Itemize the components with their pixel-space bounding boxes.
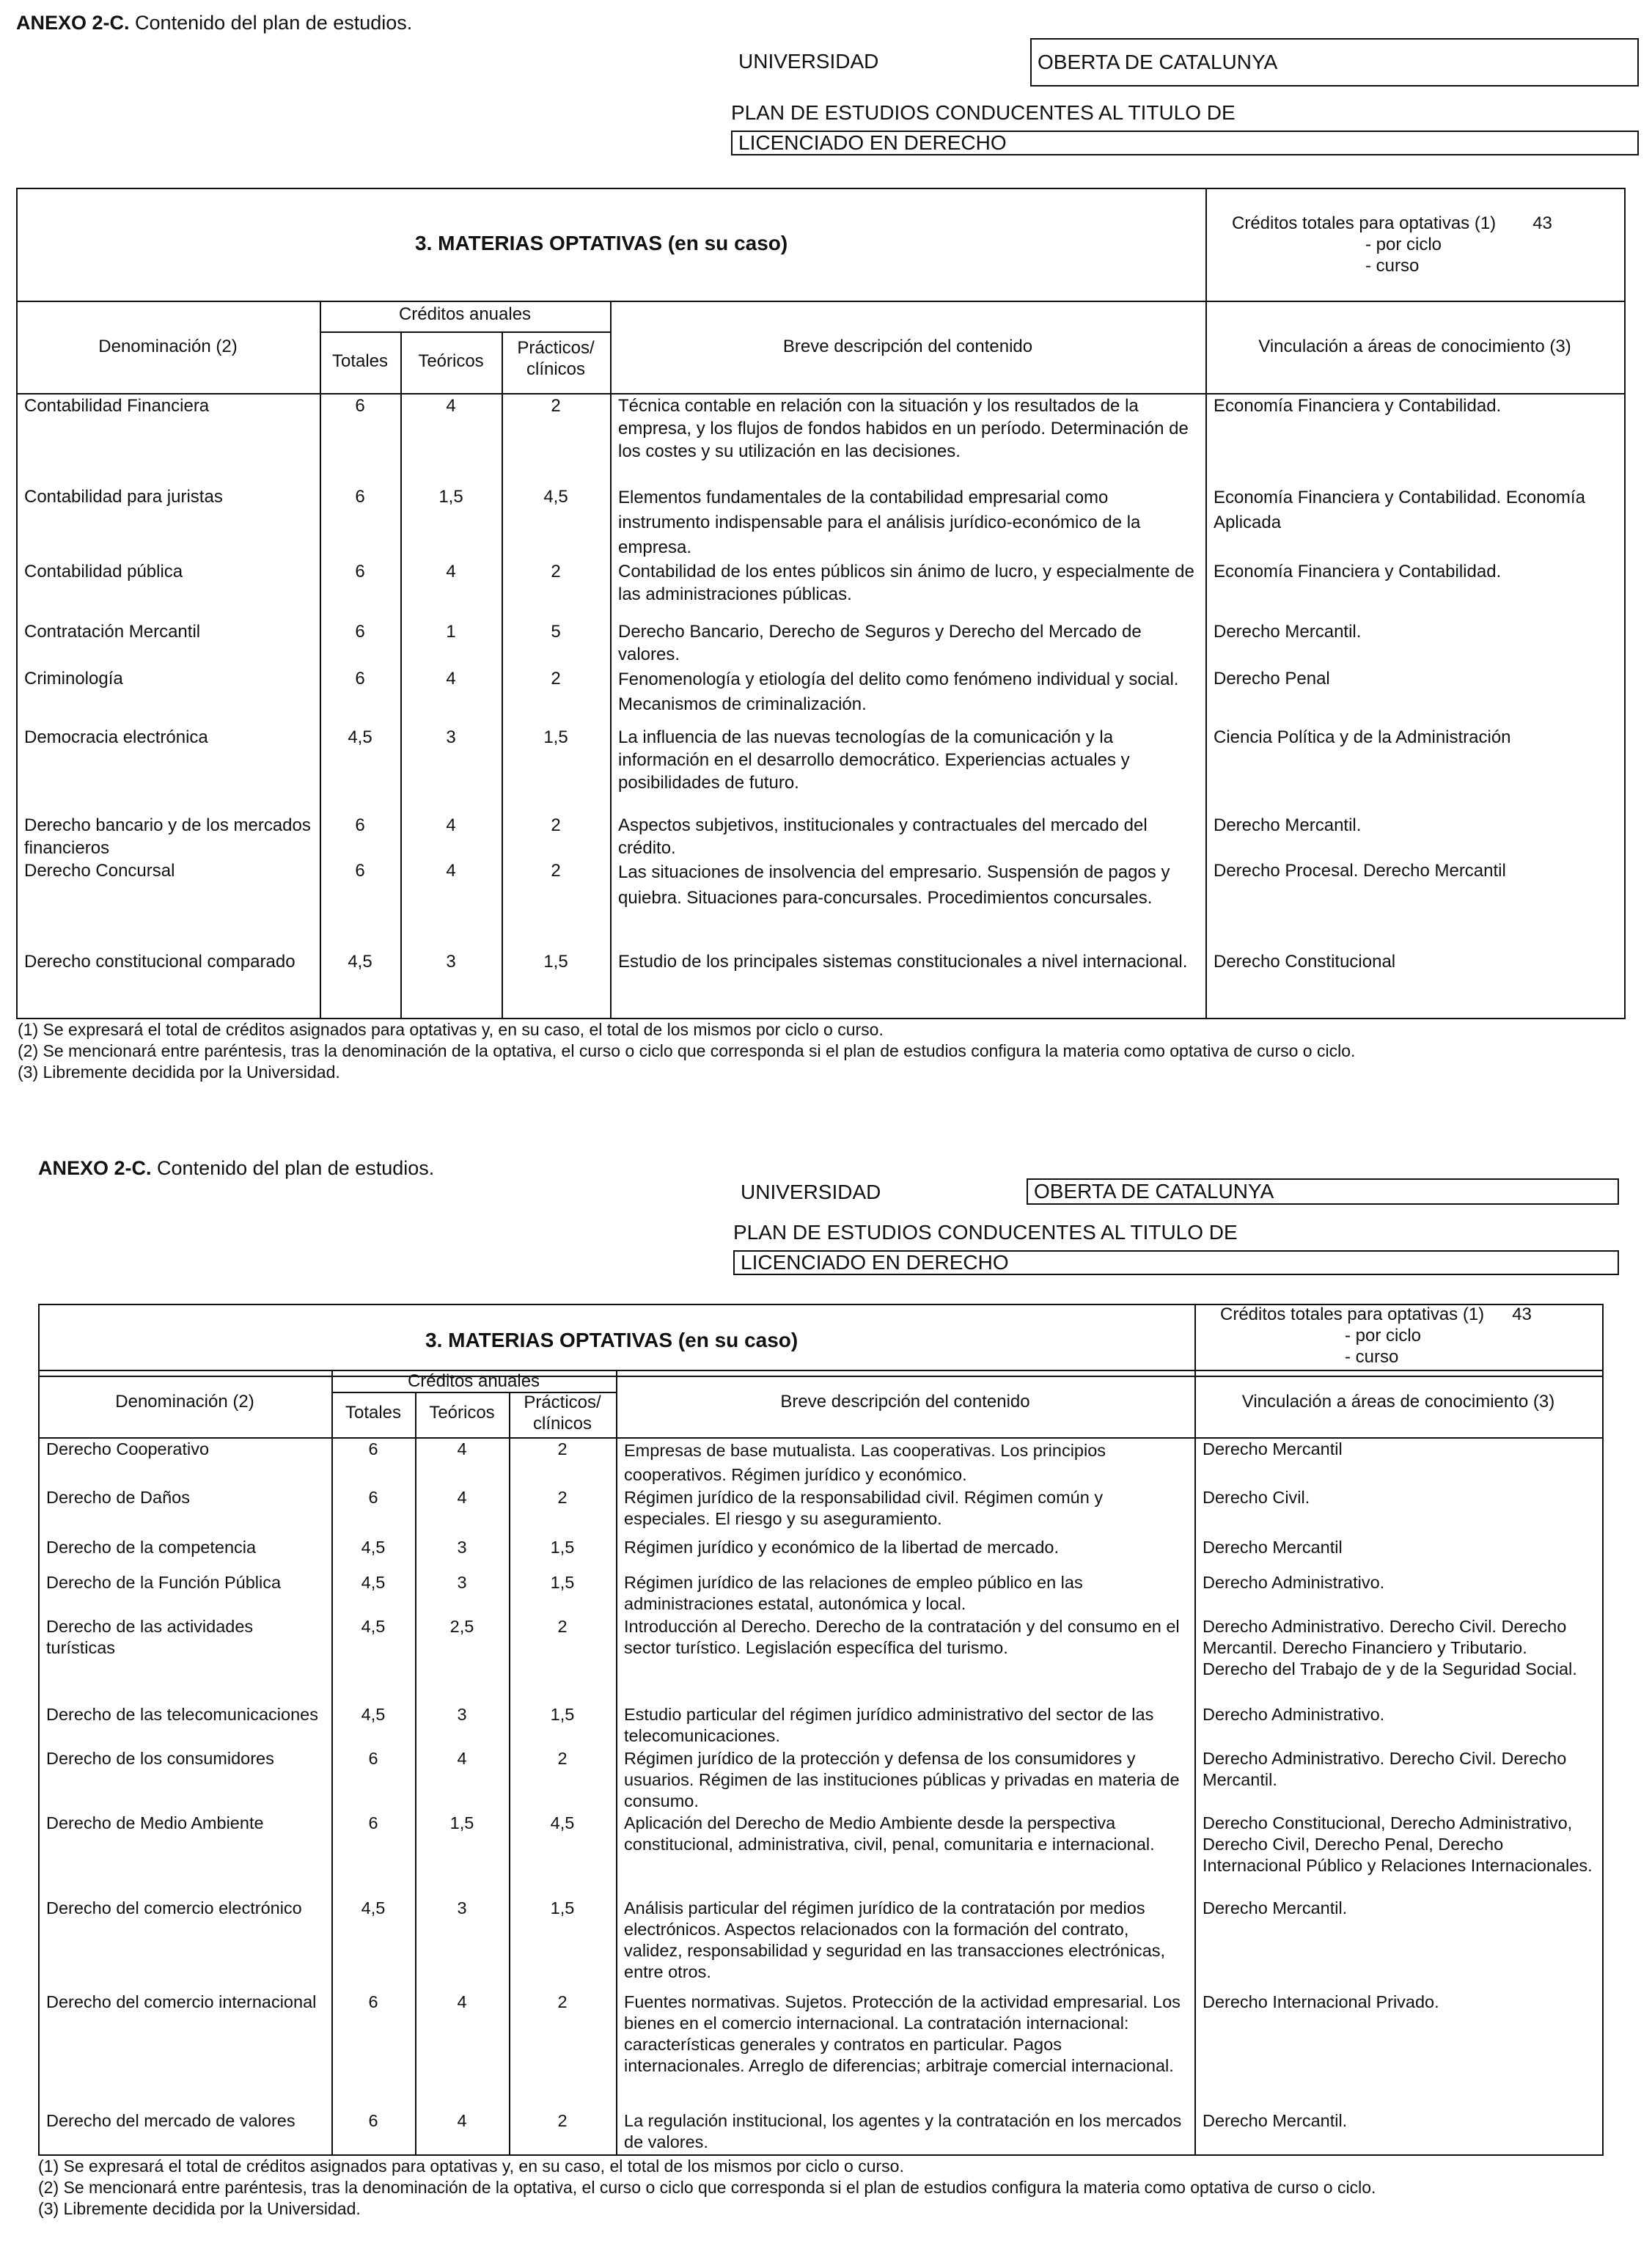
table-row — [38, 1704, 1604, 1748]
col-denominacion: Denominación (2) — [98, 337, 238, 356]
row-area: Derecho Mercantil. — [1203, 1898, 1348, 1917]
table-row — [16, 560, 1626, 620]
table-row — [38, 1537, 1604, 1572]
row-desc: Régimen jurídico y económico de la libertad de mercado. — [624, 1538, 1060, 1557]
row-area: Derecho Mercantil. — [1214, 622, 1362, 642]
section-title: 3. MATERIAS OPTATIVAS (en su caso) — [425, 1329, 799, 1351]
row-teoricos: 3 — [457, 1573, 467, 1592]
footnotes — [38, 2156, 1376, 2220]
table-row — [38, 1992, 1604, 2110]
row-totales: 4,5 — [361, 1617, 386, 1636]
universidad-label: UNIVERSIDAD — [741, 1181, 881, 1203]
universidad-value: OBERTA DE CATALUNYA — [1027, 1178, 1619, 1205]
row-practicos: 2 — [557, 1488, 568, 1507]
table-row — [38, 1898, 1604, 1992]
row-totales: 4,5 — [361, 1705, 386, 1724]
row-name: Democracia electrónica — [24, 727, 208, 747]
table-row — [16, 667, 1626, 726]
row-practicos: 1,5 — [550, 1573, 575, 1592]
row-desc: Análisis particular del régimen jurídico de la contratación por medios electrónicos. Aspectos relacionados con la formación del contrato, validez, responsabilidad y seguridad en las transacciones electrónicas, entre otros. — [624, 1898, 1166, 1981]
col-vinculacion: Vinculación a áreas de conocimiento (3) — [1241, 1392, 1555, 1412]
table-row — [16, 620, 1626, 667]
table-row — [38, 1748, 1604, 1813]
plan-label: PLAN DE ESTUDIOS CONDUCENTES AL TITULO DE — [733, 1221, 1238, 1244]
row-totales: 4,5 — [361, 1538, 386, 1557]
col-creditos-anuales: Créditos anuales — [398, 304, 532, 324]
table-row — [16, 859, 1626, 950]
row-practicos: 1,5 — [543, 952, 568, 972]
row-desc: La influencia de las nuevas tecnologías de la comunicación y la información en el desarrollo democrático. Experiencias actuales y posibilidades de futuro. — [618, 727, 1130, 793]
row-practicos: 1,5 — [550, 1705, 575, 1724]
row-name: Contabilidad Financiera — [24, 396, 210, 416]
credits-total-value: 43 — [1532, 213, 1552, 233]
row-teoricos: 4 — [457, 1439, 467, 1458]
row-totales: 6 — [355, 815, 365, 835]
footnote: (3) Libremente decidida por la Universidad. — [18, 1063, 340, 1082]
row-name: Derecho de la competencia — [46, 1538, 257, 1557]
credits-curso: - curso — [1345, 1347, 1399, 1367]
universidad-label: UNIVERSIDAD — [738, 50, 879, 73]
row-teoricos: 3 — [446, 952, 456, 972]
plan-value: LICENCIADO EN DERECHO — [731, 131, 1639, 155]
row-desc: Las situaciones de insolvencia del empresario. Suspensión de pagos y quiebra. Situaciones para-concursales. Procedimientos concursales. — [618, 862, 1170, 908]
row-teoricos: 3 — [457, 1898, 467, 1917]
row-name: Derecho del comercio electrónico — [46, 1898, 302, 1917]
row-practicos: 1,5 — [550, 1898, 575, 1917]
row-teoricos: 1,5 — [438, 487, 463, 507]
col-creditos-anuales: Créditos anuales — [407, 1371, 540, 1391]
row-name: Derecho del mercado de valores — [46, 2111, 295, 2130]
credits-ciclo: - por ciclo — [1365, 235, 1442, 254]
table-row — [16, 394, 1626, 485]
footnote: (1) Se expresará el total de créditos asignados para optativas y, en su caso, el total de los mismos por ciclo o curso. — [18, 1020, 884, 1039]
row-practicos: 2 — [551, 396, 561, 416]
row-desc: Régimen jurídico de las relaciones de empleo público en las administraciones estatal, autonómica y local. — [624, 1573, 1083, 1613]
row-practicos: 2 — [557, 1617, 568, 1636]
annex-label: ANEXO 2-C. — [38, 1157, 152, 1179]
row-practicos: 2 — [551, 861, 561, 881]
col-denominacion: Denominación (2) — [115, 1392, 254, 1412]
row-totales: 6 — [368, 1992, 378, 2011]
row-desc: Derecho Bancario, Derecho de Seguros y Derecho del Mercado de valores. — [618, 622, 1142, 664]
materias-table — [38, 1439, 1604, 2154]
row-practicos: 2 — [557, 1439, 568, 1458]
row-teoricos: 4 — [446, 861, 456, 881]
row-desc: Régimen jurídico de la responsabilidad civil. Régimen común y especiales. El riesgo y su aseguramiento. — [624, 1488, 1104, 1528]
row-teoricos: 4 — [446, 562, 456, 581]
table-row — [38, 2110, 1604, 2154]
universidad-value: OBERTA DE CATALUNYA — [1030, 38, 1639, 87]
row-totales: 4,5 — [361, 1898, 386, 1917]
row-area: Derecho Internacional Privado. — [1203, 1992, 1439, 2011]
table-row — [38, 1616, 1604, 1704]
row-line — [320, 331, 612, 333]
row-name: Derecho constitucional comparado — [24, 952, 295, 972]
row-teoricos: 3 — [446, 727, 456, 747]
row-area: Derecho Procesal. Derecho Mercantil — [1214, 861, 1506, 881]
row-totales: 6 — [355, 669, 365, 689]
row-name: Contabilidad pública — [24, 562, 183, 581]
row-area: Derecho Constitucional — [1214, 952, 1396, 972]
row-area: Economía Financiera y Contabilidad. — [1214, 396, 1502, 416]
row-area: Derecho Administrativo. Derecho Civil. Derecho Mercantil. — [1203, 1749, 1567, 1789]
row-area: Derecho Penal — [1214, 669, 1330, 689]
col-descripcion: Breve descripción del contenido — [782, 337, 1033, 356]
row-desc: Empresas de base mutualista. Las cooperativas. Los principios cooperativos. Régimen jurídico y económico. — [624, 1441, 1106, 1484]
row-teoricos: 4 — [446, 669, 456, 689]
row-teoricos: 4 — [446, 815, 456, 835]
row-area: Derecho Administrativo. Derecho Civil. Derecho Mercantil. Derecho Financiero y Tributario. Derecho del Trabajo de y de la Seguridad Social. — [1203, 1617, 1577, 1678]
row-totales: 6 — [368, 2111, 378, 2130]
row-teoricos: 1,5 — [449, 1813, 474, 1832]
col-teoricos: Teóricos — [418, 351, 484, 371]
row-desc: Estudio de los principales sistemas constitucionales a nivel internacional. — [618, 952, 1188, 972]
col-totales: Totales — [331, 351, 389, 371]
row-totales: 6 — [355, 562, 365, 581]
row-totales: 4,5 — [361, 1573, 386, 1592]
row-name: Derecho de las telecomunicaciones — [46, 1705, 318, 1724]
row-name: Criminología — [24, 669, 123, 689]
credits-curso: - curso — [1365, 256, 1420, 276]
row-totales: 6 — [355, 861, 365, 881]
row-desc: Fenomenología y etiología del delito como fenómeno individual y social. Mecanismos de criminalización. — [618, 669, 1179, 714]
credits-total-label: Créditos totales para optativas (1) — [1232, 213, 1497, 233]
row-teoricos: 4 — [457, 1992, 467, 2011]
row-totales: 6 — [355, 487, 365, 507]
row-desc: Contabilidad de los entes públicos sin ánimo de lucro, y especialmente de las administraciones públicas. — [618, 562, 1194, 604]
row-area: Derecho Mercantil — [1203, 1538, 1343, 1557]
row-practicos: 4,5 — [543, 487, 568, 507]
row-area: Derecho Constitucional, Derecho Administrativo, Derecho Civil, Derecho Penal, Derecho Internacional Público y Relaciones Internacionales. — [1203, 1813, 1593, 1875]
annex-title: Contenido del plan de estudios. — [129, 12, 413, 34]
row-practicos: 2 — [557, 1749, 568, 1768]
materias-table — [16, 394, 1626, 999]
col-teoricos: Teóricos — [429, 1403, 495, 1423]
row-desc: La regulación institucional, los agentes y la contratación en los mercados de valores. — [624, 2111, 1182, 2151]
row-practicos: 2 — [551, 669, 561, 689]
row-practicos: 2 — [557, 2111, 568, 2130]
row-desc: Aspectos subjetivos, institucionales y contractuales del mercado del crédito. — [618, 815, 1148, 858]
row-name: Derecho Concursal — [24, 861, 175, 881]
row-area: Derecho Civil. — [1203, 1488, 1310, 1507]
plan-value: LICENCIADO EN DERECHO — [733, 1250, 1619, 1275]
row-name: Derecho de la Función Pública — [46, 1573, 282, 1592]
table-row — [16, 726, 1626, 814]
row-teoricos: 4 — [457, 1749, 467, 1768]
row-practicos: 2 — [557, 1992, 568, 2011]
credits-total — [1220, 1304, 1601, 1368]
annex-heading — [38, 1157, 434, 1180]
col-totales: Totales — [345, 1403, 402, 1423]
row-name: Derecho Cooperativo — [46, 1439, 210, 1458]
table-row — [38, 1572, 1604, 1616]
row-desc: Aplicación del Derecho de Medio Ambiente desde la perspectiva constitucional, administrativa, civil, penal, comunitaria e internacional. — [624, 1813, 1155, 1854]
row-desc: Fuentes normativas. Sujetos. Protección de la actividad empresarial. Los bienes en el comercio internacional. La contratación internacional: características generales y contratos en particular. Pagos internacionales. Arreglo de diferencias; arbitraje comercial internacional. — [624, 1992, 1181, 2075]
row-area: Derecho Administrativo. — [1203, 1705, 1385, 1724]
row-teoricos: 4 — [446, 396, 456, 416]
col-practicos: Prácticos/ clínicos — [524, 1392, 601, 1434]
row-practicos: 4,5 — [550, 1813, 575, 1832]
col-practicos: Prácticos/ clínicos — [517, 338, 595, 379]
plan-label: PLAN DE ESTUDIOS CONDUCENTES AL TITULO DE — [731, 101, 1236, 124]
row-area: Derecho Mercantil. — [1214, 815, 1362, 835]
annex-label: ANEXO 2-C. — [16, 12, 130, 34]
footnote: (1) Se expresará el total de créditos asignados para optativas y, en su caso, el total de los mismos por ciclo o curso. — [38, 2157, 904, 2176]
row-desc: Introducción al Derecho. Derecho de la contratación y del consumo en el sector turístico. Legislación específica del turismo. — [624, 1617, 1180, 1657]
row-teoricos: 3 — [457, 1538, 467, 1557]
footnote: (2) Se mencionará entre paréntesis, tras la denominación de la optativa, el curso o ciclo que corresponda si el plan de estudios configura la materia como optativa de curso o ciclo. — [38, 2178, 1376, 2197]
row-totales: 6 — [368, 1749, 378, 1768]
table-row — [16, 950, 1626, 999]
row-totales: 6 — [355, 396, 365, 416]
table-row — [38, 1487, 1604, 1537]
row-area: Derecho Mercantil — [1203, 1439, 1343, 1458]
credits-total-label: Créditos totales para optativas (1) — [1220, 1304, 1485, 1324]
row-area: Derecho Administrativo. — [1203, 1573, 1385, 1592]
row-totales: 6 — [368, 1439, 378, 1458]
row-totales: 6 — [355, 622, 365, 642]
credits-ciclo: - por ciclo — [1345, 1326, 1422, 1346]
row-practicos: 2 — [551, 562, 561, 581]
row-totales: 6 — [368, 1813, 378, 1832]
row-area: Derecho Mercantil. — [1203, 2111, 1348, 2130]
col-vinculacion: Vinculación a áreas de conocimiento (3) — [1258, 337, 1571, 356]
row-area: Ciencia Política y de la Administración — [1214, 727, 1511, 747]
row-name: Contabilidad para juristas — [24, 487, 223, 507]
table-row — [16, 814, 1626, 859]
row-practicos: 2 — [551, 815, 561, 835]
row-desc: Régimen jurídico de la protección y defensa de los consumidores y usuarios. Régimen de las instituciones públicas y privadas en materia de consumo. — [624, 1749, 1180, 1810]
header-divider — [1205, 188, 1207, 302]
col-descripcion: Breve descripción del contenido — [780, 1392, 1030, 1412]
annex-heading — [16, 12, 412, 34]
credits-total-value: 43 — [1512, 1304, 1532, 1324]
footnote: (2) Se mencionará entre paréntesis, tras la denominación de la optativa, el curso o ciclo que corresponda si el plan de estudios configura la materia como optativa de curso o ciclo. — [18, 1041, 1356, 1060]
header-divider — [1194, 1304, 1196, 1377]
row-teoricos: 4 — [457, 1488, 467, 1507]
row-teoricos: 1 — [446, 622, 456, 642]
row-totales: 6 — [368, 1488, 378, 1507]
row-desc: Técnica contable en relación con la situación y los resultados de la empresa, y los flujos de fondos habidos en un período. Determinación de los costes y su utilización en las decisiones. — [618, 396, 1189, 461]
row-name: Derecho de los consumidores — [46, 1749, 274, 1768]
row-totales: 4,5 — [348, 727, 372, 747]
row-totales: 4,5 — [348, 952, 372, 972]
row-desc: Estudio particular del régimen jurídico administrativo del sector de las telecomunicaciones. — [624, 1705, 1154, 1745]
row-teoricos: 3 — [457, 1705, 467, 1724]
row-desc: Elementos fundamentales de la contabilidad empresarial como instrumento indispensable para el análisis jurídico-económico de la empresa. — [618, 488, 1141, 557]
row-name: Contratación Mercantil — [24, 622, 201, 642]
section-title: 3. MATERIAS OPTATIVAS (en su caso) — [415, 232, 788, 254]
row-name: Derecho de Daños — [46, 1488, 190, 1507]
row-name: Derecho del comercio internacional — [46, 1992, 317, 2011]
table-row — [16, 485, 1626, 560]
row-name: Derecho bancario y de los mercados financieros — [24, 815, 311, 858]
table-row — [38, 1813, 1604, 1898]
row-teoricos: 4 — [457, 2111, 467, 2130]
annex-title: Contenido del plan de estudios. — [151, 1157, 435, 1179]
row-name: Derecho de Medio Ambiente — [46, 1813, 264, 1832]
footnote: (3) Libremente decidida por la Universidad. — [38, 2199, 361, 2218]
credits-total — [1232, 213, 1613, 276]
row-area: Economía Financiera y Contabilidad. — [1214, 562, 1502, 581]
table-row — [38, 1439, 1604, 1487]
row-practicos: 1,5 — [550, 1538, 575, 1557]
row-practicos: 5 — [551, 622, 561, 642]
row-name: Derecho de las actividades turísticas — [46, 1617, 254, 1657]
row-area: Economía Financiera y Contabilidad. Economía Aplicada — [1214, 488, 1585, 532]
row-teoricos: 2,5 — [449, 1617, 474, 1636]
footnotes — [18, 1019, 1355, 1083]
row-practicos: 1,5 — [543, 727, 568, 747]
